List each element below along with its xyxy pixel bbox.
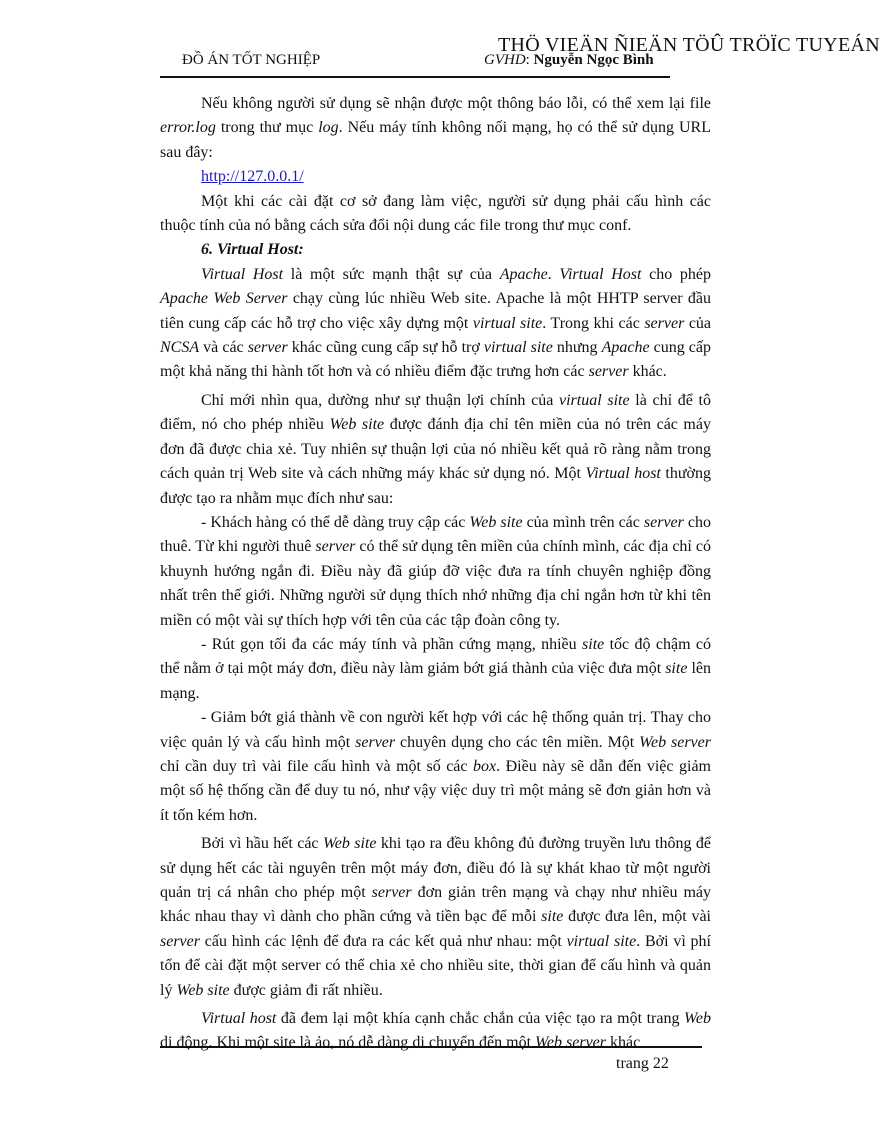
text-run-italic: site: [665, 660, 688, 678]
text-run: . Nếu máy tính không nối mạng, họ có thể sử dụng URL sau đây:: [160, 119, 711, 161]
heading-virtual-host: 6. Virtual Host:: [201, 241, 304, 259]
text-run-italic: site: [582, 635, 605, 653]
text-run-italic: server: [160, 932, 200, 950]
text-run-italic: server: [315, 538, 356, 556]
text-run: - Giảm bớt giá thành về con người kết hợp với các hệ thống quản trị. Thay cho việc quản lý và cấu hình một: [160, 709, 711, 751]
paragraph-conf: Một khi các cài đặt cơ sở đang làm việc, người sử dụng phải cấu hình các thuộc tính của nó bằng cách sửa đổi nội dung các file trong thư mục conf.: [160, 192, 711, 235]
text-run: có thể sử dụng tên miền của chính mình, các địa chỉ có khuynh hướng ngắn đi. Điều này đã giúp đỡ việc đưa ra tính chuyên nghiệp đồng nhất trên thế giới. Những người sử dụng thích nhớ những địa chỉ ngắn hơn từ khi tên miền có một vài sự thích hợp với tên của các tập đoàn công ty.: [160, 538, 711, 629]
text-run-italic: Web site: [176, 981, 230, 999]
text-run-italic: Virtual host: [585, 465, 661, 483]
footer-divider: [160, 1046, 702, 1048]
paragraph-advantages: [160, 389, 711, 511]
text-run-italic: server: [371, 884, 412, 901]
text-run: di động. Khi một site là ảo, nó dễ dàng di chuyển đến một: [160, 1034, 536, 1052]
text-run-italic: Web site: [322, 835, 377, 853]
text-run: thường được tạo ra nhằm mục đích như sau:: [160, 465, 712, 507]
paragraph-bandwidth: [160, 832, 711, 1003]
text-run: khác cũng cung cấp sự hỗ trợ: [287, 339, 484, 357]
text-run-italic: box: [473, 757, 497, 775]
text-run-italic: Web: [684, 1010, 711, 1028]
bullet-customers: [160, 511, 711, 633]
text-run: - Rút gọn tối đa các máy tính và phần cứng mạng, nhiều: [201, 635, 583, 653]
text-run: tốc độ chậm có thể nằm ở tại một máy đơn, điều này làm giảm bớt giá thành của việc đưa một: [160, 635, 712, 678]
text-run-italic: Virtual Host: [559, 265, 642, 283]
text-run: được đánh địa chỉ tên miền của nó trên các máy đơn đã được chia xẻ. Tuy nhiên sự thuận lợi của nó nhiều kết quả rõ ràng nằm trong cách quản trị Web site và cách những máy khác sử dụng nó. Một: [160, 416, 711, 483]
supervisor-role: GVHD: [484, 52, 526, 68]
text-run: là một sức mạnh thật sự của: [283, 265, 500, 283]
text-run-italic: Web server: [535, 1034, 606, 1052]
section-heading: [160, 238, 711, 262]
text-run: chuyên dụng cho các tên miền. Một: [395, 733, 640, 751]
text-run: chạy cùng lúc nhiều Web site. Apache là một HHTP server đầu tiên cung cấp các hỗ trợ cho việc xây dựng một: [160, 290, 711, 332]
text-run: - Khách hàng có thể dễ dàng truy cập các: [201, 513, 470, 531]
text-run-italic: Virtual Host: [201, 265, 284, 283]
bullet-hardware: [160, 633, 711, 706]
watermark-text: THÖ VIEÄN ÑIEÄN TÖÛ TRÖÏC TUYEÁN: [498, 34, 880, 56]
text-run: được giảm đi rất nhiều.: [229, 981, 383, 999]
text-run: là chỉ để tô điểm, nó cho phép nhiều: [160, 391, 711, 434]
document-body: [160, 92, 711, 1056]
text-run-italic: Apache: [601, 339, 650, 357]
header-supervisor: [484, 52, 654, 69]
text-run: đơn giản trên mạng và chạy như nhiều máy khác nhau thay vì dành cho phần cứng và tiền bạc để mỗi: [160, 884, 712, 926]
text-run: khác.: [628, 363, 667, 381]
text-run: .: [547, 265, 560, 283]
paragraph-error-log: [160, 92, 711, 165]
text-run-italic: virtual site: [559, 391, 630, 409]
text-run-italic: server: [643, 513, 684, 531]
text-run: của: [684, 314, 712, 332]
text-run: cấu hình các lệnh để đưa ra các kết quả như nhau: một: [199, 932, 567, 950]
text-run: khi tạo ra đều không đủ đường truyền lưu thông để sử dụng hết các tài nguyên trên một máy đơn, điều đó là sự khát khao từ một người quản trị cá nhân cho phép một: [160, 835, 711, 901]
text-run: Nếu không người sử dụng sẽ nhận được một thông báo lỗi, có thể xem lại file: [201, 95, 711, 112]
text-run: của mình trên các: [522, 513, 644, 531]
text-run-italic: server: [644, 314, 685, 332]
paragraph-portable: [160, 1007, 711, 1056]
text-run: và các: [199, 339, 248, 357]
text-run-italic: log: [318, 119, 339, 137]
text-run-italic: server: [247, 339, 288, 357]
text-run-italic: server: [355, 733, 396, 751]
text-run-italic: Web site: [469, 513, 523, 531]
text-run: nhưng: [552, 339, 602, 357]
text-run-italic: Virtual host: [201, 1010, 277, 1028]
supervisor-name: Nguyễn Ngọc Bình: [533, 52, 654, 68]
text-run: . Bởi vì phí tổn để cài đặt một server có thể chia xẻ cho nhiều site, thời gian để cấu hình và quản lý: [160, 932, 711, 999]
page-number: trang 22: [616, 1055, 669, 1072]
text-run-italic: Web site: [329, 416, 385, 434]
paragraph-link: [160, 165, 711, 189]
text-run: chỉ cần duy trì vài file cấu hình và một số các: [160, 757, 474, 775]
header-title: ĐỒ ÁN TỐT NGHIỆP: [182, 52, 321, 68]
text-run-italic: NCSA: [160, 339, 200, 357]
text-run: đã đem lại một khía cạnh chắc chắn của việc tạo ra một trang: [276, 1010, 685, 1028]
text-run: Bởi vì hầu hết các: [201, 835, 323, 853]
text-run-italic: server: [588, 363, 629, 381]
text-run-italic: virtual site: [566, 932, 637, 950]
text-run: cho thuê. Từ khi người thuê: [160, 513, 711, 556]
text-run: được đưa lên, một vài: [563, 908, 711, 926]
text-run-italic: Web server: [639, 733, 711, 751]
text-run: trong thư mục: [215, 119, 319, 137]
text-run: cho phép: [641, 265, 712, 283]
text-run: Chỉ mới nhìn qua, dường như sự thuận lợi chính của: [201, 391, 559, 409]
bullet-admin-cost: [160, 706, 711, 828]
text-run: khác: [606, 1034, 641, 1052]
header-divider: [160, 76, 670, 78]
text-run: cung cấp một khả năng thi hành tốt hơn và có nhiều điểm đặc trưng hơn các: [160, 339, 711, 381]
text-run-italic: Apache Web Server: [160, 290, 288, 308]
text-run-italic: error.log: [160, 119, 216, 137]
text-run-italic: site: [541, 908, 564, 926]
paragraph-virtual-host-intro: [160, 263, 711, 385]
text-run-italic: virtual site: [483, 339, 553, 357]
supervisor-separator: :: [525, 52, 534, 68]
text-run: . Điều này sẽ dẫn đến việc giảm một số hệ thống cần để duy tu nó, như vậy việc duy trì một mảng sẽ đơn giản hơn và ít tốn kém hơn.: [160, 757, 711, 824]
localhost-link[interactable]: http://127.0.0.1/: [201, 168, 304, 186]
text-run: . Trong khi các: [542, 314, 645, 332]
text-run-italic: virtual site: [472, 314, 543, 332]
text-run-italic: Apache: [499, 265, 548, 283]
text-run: lên mạng.: [160, 660, 712, 702]
